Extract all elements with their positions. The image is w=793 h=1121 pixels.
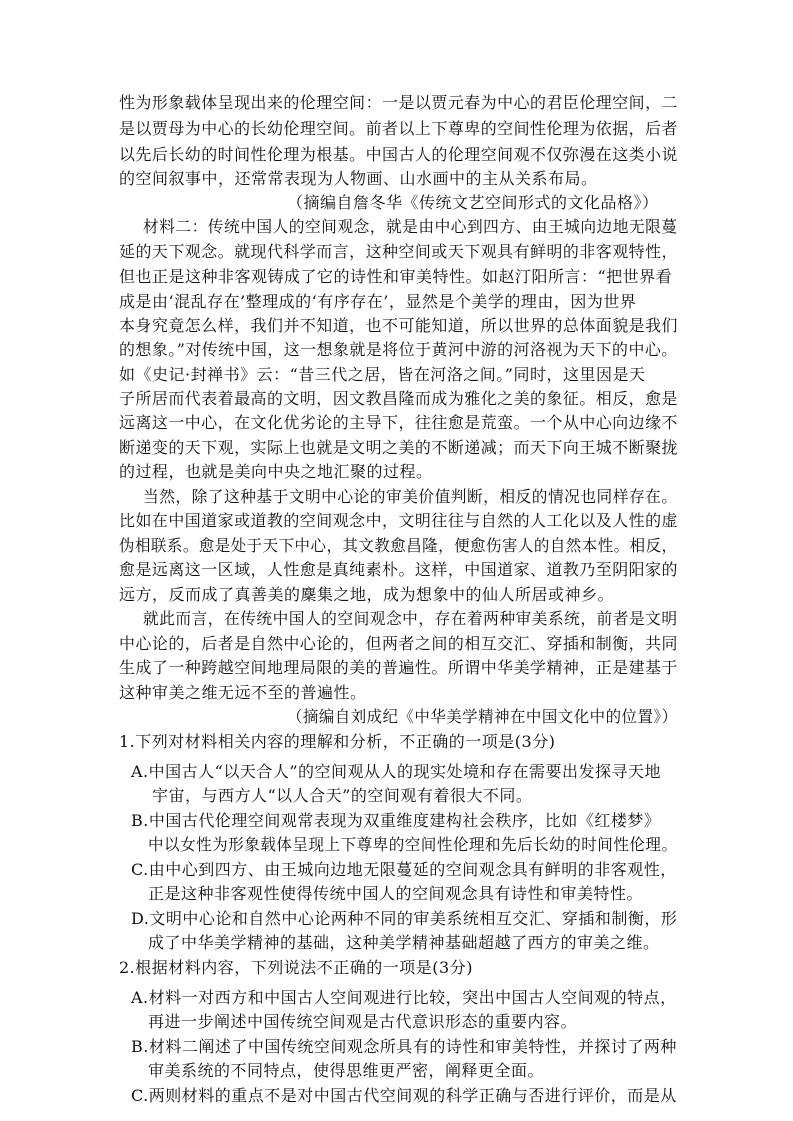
text-line: 子所居而代表着最高的文明，因文教昌隆而成为雅化之美的象征。相反，愈是 <box>119 389 678 408</box>
text-line: 是以贾母为中心的长幼伦理空间。前者以上下尊卑的空间性伦理为依据，后者 <box>119 119 678 138</box>
option-d: 成了中华美学精神的基础，这种美学精神基础超越了西方的审美之维。 <box>148 933 660 952</box>
source-citation: （摘编自刘成纪《中华美学精神在中国文化中的位置》） <box>287 707 678 726</box>
text-line: 延的天下观念。就现代科学而言，这种空间或天下观具有鲜明的非客观特性， <box>119 242 678 261</box>
option-a: 再进一步阐述中国传统空间观是古代意识形态的重要内容。 <box>148 1012 578 1031</box>
text-line: 但也正是这种非客观铸成了它的诗性和审美特性。如赵汀阳所言：“把世界看 <box>119 267 673 286</box>
option-a: A.材料一对西方和中国古人空间观进行比较，突出中国古人空间观的特点， <box>131 988 677 1007</box>
question-stem: 1.下列对材料相关内容的理解和分析，不正确的一项是(3分) <box>119 732 556 751</box>
text-line: 比如在中国道家或道教的空间观念中，文明往往与自然的人工化以及人性的虚 <box>119 511 678 530</box>
option-c: C.由中心到四方、由王城向边地无限蔓延的空间观念具有鲜明的非客观性， <box>131 860 677 879</box>
option-b: B.中国古代伦理空间观常表现为双重维度建构社会秩序，比如《红楼梦》 <box>131 811 661 830</box>
text-line: 本身究竟怎么样，我们并不知道，也不可能知道，所以世界的总体面貌是我们 <box>119 316 678 335</box>
option-b: 中以女性为形象载体呈现上下尊卑的空间性伦理和先后长幼的时间性伦理。 <box>148 835 678 854</box>
option-c: 正是这种非客观性使得传统中国人的空间观念具有诗性和审美特性。 <box>148 884 644 903</box>
text-line: 中心论的，后者是自然中心论的，但两者之间的相互交汇、穿插和制衡，共同 <box>119 634 678 653</box>
text-line: 当然，除了这种基于文明中心论的审美价值判断，相反的情况也同样存在。 <box>143 487 678 506</box>
text-line: 伪相联系。愈是处于天下中心，其文教愈昌隆，便愈伤害人的自然本性。相反， <box>119 536 678 555</box>
option-b: 审美系统的不同特点，使得思维更严密，阐释更全面。 <box>148 1061 545 1080</box>
text-line: 愈是远离这一区域，人性愈是真纯素朴。这样，中国道家、道教乃至阴阳家的 <box>119 560 678 579</box>
text-line: 性为形象载体呈现出来的伦理空间：一是以贾元春为中心的君臣伦理空间，二 <box>119 93 678 112</box>
text-line: 生成了一种跨越空间地理局限的美的普遍性。所谓中华美学精神，正是建基于 <box>119 658 678 677</box>
option-b: B.材料二阐述了中国传统空间观念所具有的诗性和审美特性，并探讨了两种 <box>131 1037 677 1056</box>
option-d: D.文明中心论和自然中心论两种不同的审美系统相互交汇、穿插和制衡，形 <box>131 909 678 928</box>
text-line: 如《史记·封禅书》云：“昔三代之居，皆在河洛之间。”同时，这里因是天 <box>119 365 646 384</box>
text-line: 就此而言，在传统中国人的空间观念中，存在着两种审美系统，前者是文明 <box>143 609 678 628</box>
text-line: 断递变的天下观，实际上也就是文明之美的不断递减；而天下向王城不断聚拢 <box>119 438 678 457</box>
text-line: 这种审美之维无远不至的普遍性。 <box>119 683 367 702</box>
text-line: 的想象。”对传统中国，这一想象就是将位于黄河中游的河洛视为天下的中心。 <box>119 340 678 359</box>
option-c: C.两则材料的重点不是对中国古代空间观的科学正确与否进行评价，而是从 <box>131 1086 677 1105</box>
text-line: 远方，反而成了真善美的麇集之地，成为想象中的仙人所居或神乡。 <box>119 585 615 604</box>
option-a: 宇宙，与西方人“以人合天”的空间观有着很大不同。 <box>152 786 533 805</box>
text-line: 成是由‘混乱存在’整理成的‘有序存在’，显然是个美学的理由，因为世界 <box>119 292 637 311</box>
option-a: A.中国古人“以天合人”的空间观从人的现实处境和存在需要出发探寻天地 <box>131 762 662 781</box>
source-citation: （摘编自詹冬华《传统文艺空间形式的文化品格》） <box>287 193 659 212</box>
text-line: 的空间叙事中，还常常表现为人物画、山水画中的主从关系布局。 <box>119 169 598 188</box>
text-line: 以先后长幼的时间性伦理为根基。中国古人的伦理空间观不仅弥漫在这类小说 <box>119 145 678 164</box>
question-stem: 2.根据材料内容，下列说法不正确的一项是(3分) <box>119 958 473 977</box>
text-line: 远离这一中心，在文化优劣论的主导下，往往愈是荒蛮。一个从中心向边缘不 <box>119 413 678 432</box>
text-line: 材料二：传统中国人的空间观念，就是由中心到四方、由王城向边地无限蔓 <box>143 217 678 236</box>
text-line: 的过程，也就是美向中央之地汇聚的过程。 <box>119 462 433 481</box>
